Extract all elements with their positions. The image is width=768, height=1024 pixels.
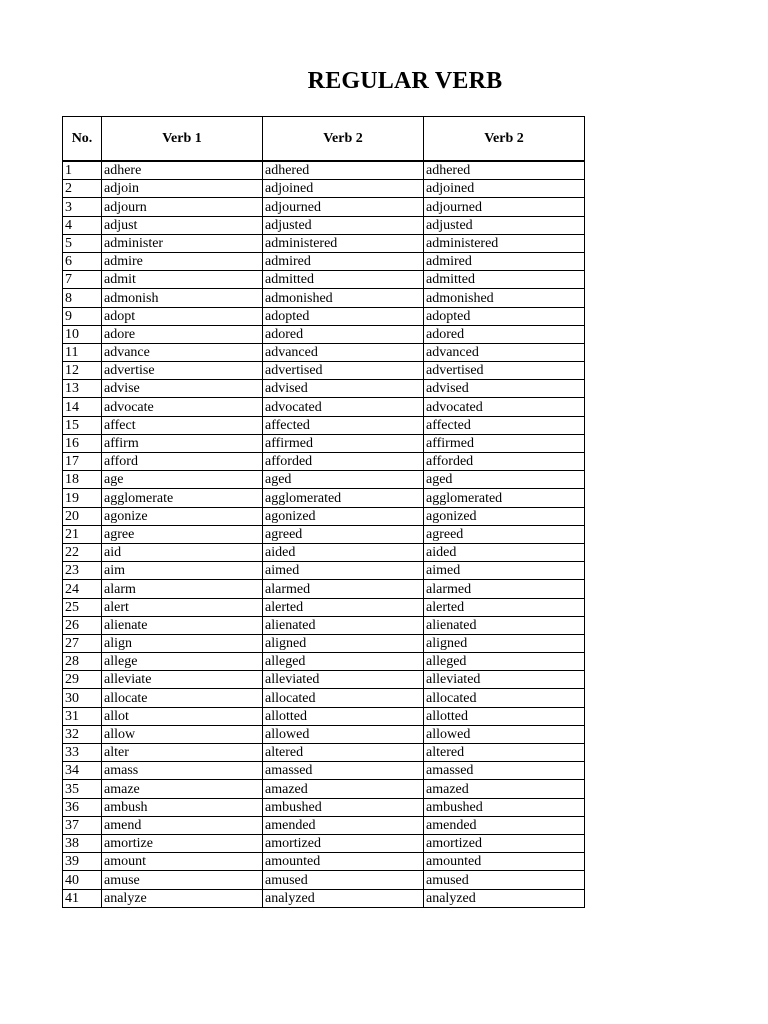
header-no: No. <box>63 117 102 162</box>
verb-base: amass <box>102 762 263 780</box>
verb-past-participle: altered <box>424 744 585 762</box>
verb-base: allocate <box>102 689 263 707</box>
verb-past: admired <box>263 252 424 270</box>
verb-past: adhered <box>263 161 424 180</box>
verb-base: administer <box>102 234 263 252</box>
verb-past-participle: amortized <box>424 834 585 852</box>
verb-base: amount <box>102 853 263 871</box>
verb-base: admire <box>102 252 263 270</box>
verb-past-participle: amended <box>424 816 585 834</box>
verb-past-participle: amazed <box>424 780 585 798</box>
row-number: 29 <box>63 671 102 689</box>
verb-table <box>62 116 585 908</box>
row-number: 25 <box>63 598 102 616</box>
verb-past-participle: admired <box>424 252 585 270</box>
table-row <box>63 853 585 871</box>
table-row <box>63 507 585 525</box>
table-row <box>63 398 585 416</box>
verb-past: adjusted <box>263 216 424 234</box>
verb-past-participle: aged <box>424 471 585 489</box>
row-number: 20 <box>63 507 102 525</box>
verb-past: agonized <box>263 507 424 525</box>
row-number: 21 <box>63 525 102 543</box>
row-number: 30 <box>63 689 102 707</box>
verb-past: afforded <box>263 453 424 471</box>
table-row <box>63 871 585 889</box>
verb-past: alienated <box>263 616 424 634</box>
table-row <box>63 307 585 325</box>
verb-past-participle: advocated <box>424 398 585 416</box>
verb-past-participle: adopted <box>424 307 585 325</box>
verb-past-participle: advised <box>424 380 585 398</box>
verb-past: altered <box>263 744 424 762</box>
table-row <box>63 725 585 743</box>
verb-base: advocate <box>102 398 263 416</box>
table-row <box>63 380 585 398</box>
row-number: 34 <box>63 762 102 780</box>
verb-past: analyzed <box>263 889 424 907</box>
row-number: 15 <box>63 416 102 434</box>
table-row <box>63 889 585 907</box>
verb-past: ambushed <box>263 798 424 816</box>
verb-past-participle: analyzed <box>424 889 585 907</box>
verb-base: aid <box>102 543 263 561</box>
verb-past: aged <box>263 471 424 489</box>
verb-base: amortize <box>102 834 263 852</box>
verb-base: affect <box>102 416 263 434</box>
table-row <box>63 653 585 671</box>
table-row <box>63 634 585 652</box>
verb-base: advance <box>102 343 263 361</box>
verb-past-participle: aimed <box>424 562 585 580</box>
verb-past-participle: administered <box>424 234 585 252</box>
table-row <box>63 689 585 707</box>
table-row <box>63 434 585 452</box>
row-number: 37 <box>63 816 102 834</box>
row-number: 41 <box>63 889 102 907</box>
row-number: 27 <box>63 634 102 652</box>
verb-base: admonish <box>102 289 263 307</box>
verb-base: amuse <box>102 871 263 889</box>
row-number: 19 <box>63 489 102 507</box>
table-row <box>63 234 585 252</box>
table-row <box>63 343 585 361</box>
table-row <box>63 780 585 798</box>
verb-past: aligned <box>263 634 424 652</box>
table-row <box>63 562 585 580</box>
verb-past-participle: alerted <box>424 598 585 616</box>
row-number: 5 <box>63 234 102 252</box>
verb-past: administered <box>263 234 424 252</box>
verb-past-participle: adhered <box>424 161 585 180</box>
verb-past: adjoined <box>263 180 424 198</box>
verb-past-participle: alleviated <box>424 671 585 689</box>
row-number: 32 <box>63 725 102 743</box>
row-number: 2 <box>63 180 102 198</box>
row-number: 3 <box>63 198 102 216</box>
verb-past-participle: ambushed <box>424 798 585 816</box>
table-row <box>63 453 585 471</box>
verb-base: admit <box>102 271 263 289</box>
verb-past-participle: affirmed <box>424 434 585 452</box>
table-row <box>63 289 585 307</box>
verb-base: allot <box>102 707 263 725</box>
verb-past: advanced <box>263 343 424 361</box>
verb-base: alert <box>102 598 263 616</box>
table-row <box>63 180 585 198</box>
table-row <box>63 362 585 380</box>
verb-past-participle: agreed <box>424 525 585 543</box>
verb-past-participle: admonished <box>424 289 585 307</box>
row-number: 35 <box>63 780 102 798</box>
row-number: 16 <box>63 434 102 452</box>
verb-base: adjust <box>102 216 263 234</box>
row-number: 11 <box>63 343 102 361</box>
verb-past: advertised <box>263 362 424 380</box>
verb-base: agree <box>102 525 263 543</box>
verb-past-participle: agonized <box>424 507 585 525</box>
table-row <box>63 543 585 561</box>
table-row <box>63 762 585 780</box>
table-row <box>63 816 585 834</box>
table-row <box>63 834 585 852</box>
verb-past: alleviated <box>263 671 424 689</box>
page-title: REGULAR VERB <box>307 68 503 94</box>
table-row <box>63 580 585 598</box>
verb-past: adored <box>263 325 424 343</box>
verb-past: aided <box>263 543 424 561</box>
table-row <box>63 525 585 543</box>
row-number: 12 <box>63 362 102 380</box>
verb-past-participle: alleged <box>424 653 585 671</box>
verb-past-participle: amused <box>424 871 585 889</box>
row-number: 1 <box>63 161 102 180</box>
verb-past-participle: advanced <box>424 343 585 361</box>
row-number: 14 <box>63 398 102 416</box>
verb-base: adjourn <box>102 198 263 216</box>
verb-past-participle: advertised <box>424 362 585 380</box>
row-number: 28 <box>63 653 102 671</box>
verb-past-participle: allocated <box>424 689 585 707</box>
verb-past-participle: adored <box>424 325 585 343</box>
verb-past-participle: amounted <box>424 853 585 871</box>
verb-base: alienate <box>102 616 263 634</box>
row-number: 33 <box>63 744 102 762</box>
table-row <box>63 598 585 616</box>
table-row <box>63 471 585 489</box>
verb-base: aim <box>102 562 263 580</box>
verb-past: admonished <box>263 289 424 307</box>
verb-base: advise <box>102 380 263 398</box>
row-number: 23 <box>63 562 102 580</box>
header-verb-3: Verb 2 <box>424 117 585 162</box>
verb-base: adhere <box>102 161 263 180</box>
verb-past-participle: alienated <box>424 616 585 634</box>
verb-past: alleged <box>263 653 424 671</box>
verb-base: adopt <box>102 307 263 325</box>
header-verb-1: Verb 1 <box>102 117 263 162</box>
table-row <box>63 161 585 180</box>
verb-base: agonize <box>102 507 263 525</box>
row-number: 24 <box>63 580 102 598</box>
verb-base: allow <box>102 725 263 743</box>
verb-past-participle: admitted <box>424 271 585 289</box>
row-number: 6 <box>63 252 102 270</box>
verb-base: age <box>102 471 263 489</box>
row-number: 22 <box>63 543 102 561</box>
verb-past: advocated <box>263 398 424 416</box>
verb-base: affirm <box>102 434 263 452</box>
row-number: 4 <box>63 216 102 234</box>
table-row <box>63 216 585 234</box>
verb-past-participle: affected <box>424 416 585 434</box>
verb-past: allotted <box>263 707 424 725</box>
verb-past: adjourned <box>263 198 424 216</box>
table-row <box>63 198 585 216</box>
verb-base: afford <box>102 453 263 471</box>
row-number: 31 <box>63 707 102 725</box>
row-number: 39 <box>63 853 102 871</box>
verb-base: amend <box>102 816 263 834</box>
table-row <box>63 252 585 270</box>
row-number: 10 <box>63 325 102 343</box>
row-number: 18 <box>63 471 102 489</box>
table-row <box>63 798 585 816</box>
header-verb-2: Verb 2 <box>263 117 424 162</box>
verb-past: alarmed <box>263 580 424 598</box>
verb-past-participle: adjourned <box>424 198 585 216</box>
verb-base: ambush <box>102 798 263 816</box>
verb-past: alerted <box>263 598 424 616</box>
verb-base: alter <box>102 744 263 762</box>
verb-base: align <box>102 634 263 652</box>
row-number: 38 <box>63 834 102 852</box>
verb-past: amassed <box>263 762 424 780</box>
verb-past: amounted <box>263 853 424 871</box>
row-number: 40 <box>63 871 102 889</box>
table-row <box>63 271 585 289</box>
verb-past-participle: adjusted <box>424 216 585 234</box>
row-number: 17 <box>63 453 102 471</box>
verb-past-participle: amassed <box>424 762 585 780</box>
verb-base: advertise <box>102 362 263 380</box>
verb-past: agglomerated <box>263 489 424 507</box>
verb-past-participle: aligned <box>424 634 585 652</box>
verb-base: alarm <box>102 580 263 598</box>
verb-past: allocated <box>263 689 424 707</box>
row-number: 7 <box>63 271 102 289</box>
row-number: 8 <box>63 289 102 307</box>
verb-past-participle: allowed <box>424 725 585 743</box>
verb-past: affirmed <box>263 434 424 452</box>
verb-past-participle: adjoined <box>424 180 585 198</box>
verb-past: amortized <box>263 834 424 852</box>
verb-base: analyze <box>102 889 263 907</box>
verb-base: agglomerate <box>102 489 263 507</box>
table-row <box>63 325 585 343</box>
verb-base: adjoin <box>102 180 263 198</box>
verb-past: affected <box>263 416 424 434</box>
verb-base: allege <box>102 653 263 671</box>
verb-past-participle: agglomerated <box>424 489 585 507</box>
verb-past: adopted <box>263 307 424 325</box>
verb-past-participle: alarmed <box>424 580 585 598</box>
table-header-row <box>63 117 585 162</box>
row-number: 26 <box>63 616 102 634</box>
table-row <box>63 671 585 689</box>
verb-past-participle: afforded <box>424 453 585 471</box>
row-number: 36 <box>63 798 102 816</box>
verb-past: amended <box>263 816 424 834</box>
row-number: 9 <box>63 307 102 325</box>
verb-past-participle: aided <box>424 543 585 561</box>
verb-past: allowed <box>263 725 424 743</box>
table-row <box>63 416 585 434</box>
verb-base: amaze <box>102 780 263 798</box>
table-row <box>63 489 585 507</box>
verb-base: alleviate <box>102 671 263 689</box>
row-number: 13 <box>63 380 102 398</box>
verb-past: admitted <box>263 271 424 289</box>
verb-past: aimed <box>263 562 424 580</box>
verb-past: agreed <box>263 525 424 543</box>
verb-base: adore <box>102 325 263 343</box>
verb-past: advised <box>263 380 424 398</box>
table-row <box>63 707 585 725</box>
verb-past: amused <box>263 871 424 889</box>
table-row <box>63 744 585 762</box>
verb-past: amazed <box>263 780 424 798</box>
table-row <box>63 616 585 634</box>
verb-past-participle: allotted <box>424 707 585 725</box>
